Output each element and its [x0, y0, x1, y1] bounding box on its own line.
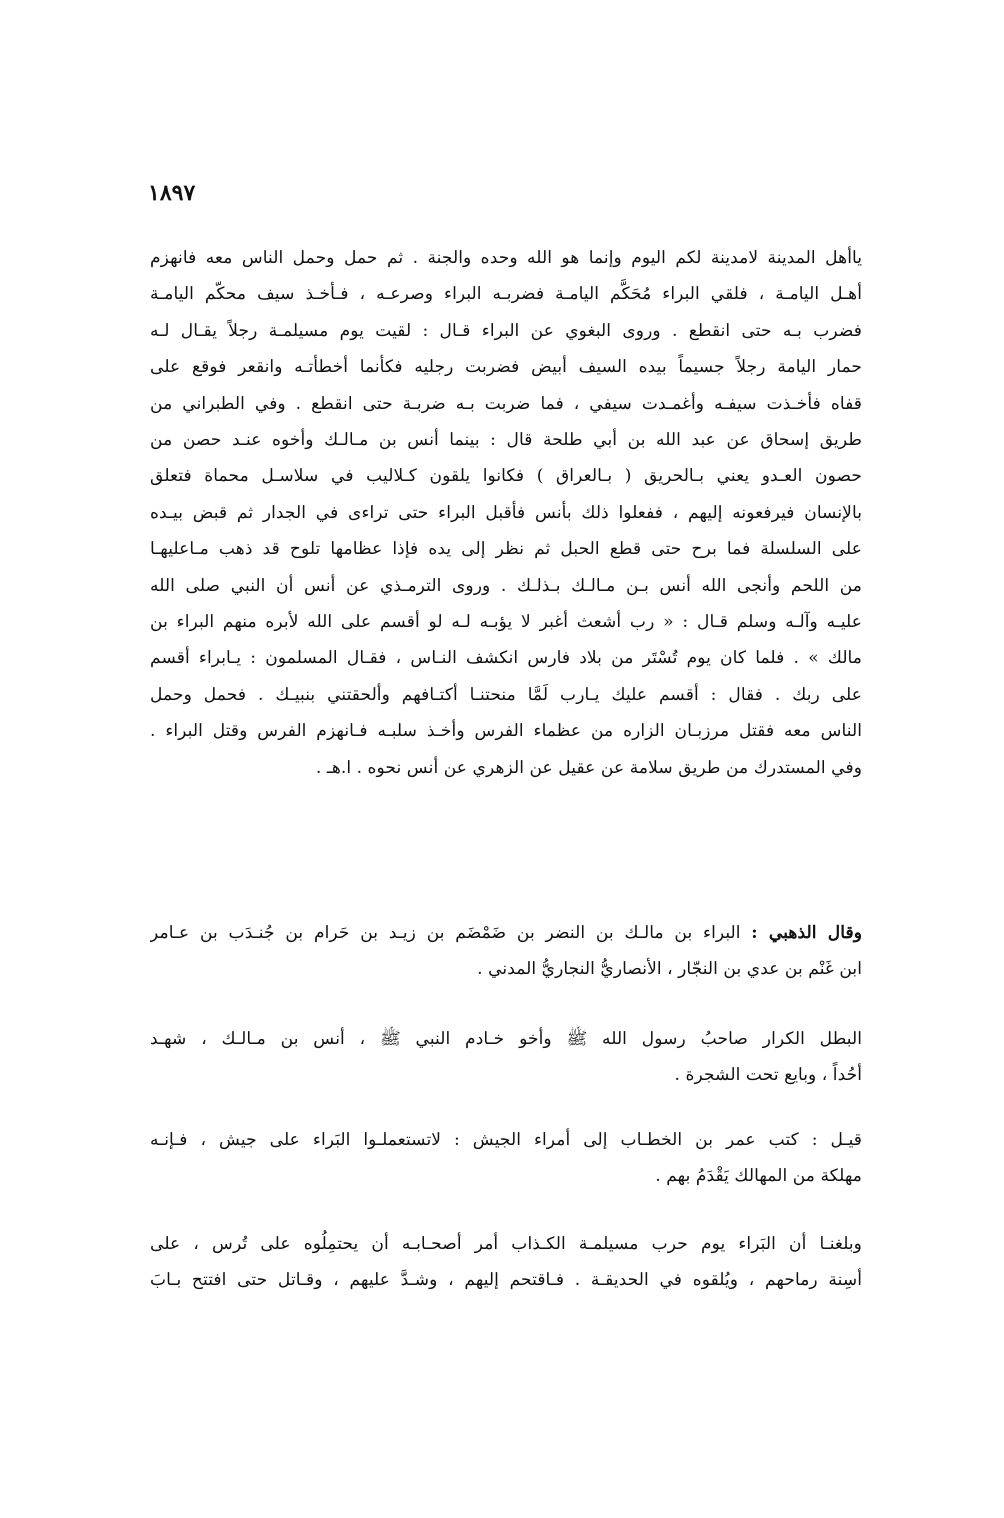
text-line: فضرب بـه حتى انقطع . وروى البغوي عن البراء قـال : لقيت يوم مسيلمـة رجلاً يقـال لـه [150, 320, 862, 341]
paragraph-4 [150, 1122, 862, 1195]
text-line: ياأهل المدينة لامدينة لكم اليوم وإنما هو الله وحده والجنة . ثم حمل وحمل الناس معه فانهزم [150, 248, 862, 268]
text-line: مالك » . فلما كان يوم تُسْتَر من بلاد فارس انكشف النـاس ، فقـال المسلمون : يـابراء أقسم [150, 648, 862, 669]
paragraph-2 [150, 915, 862, 988]
text-line: أسِنة رماحهم ، ويُلقوه في الحديقـة . فـاقتحم إليهم ، وشـدَّ عليهم ، وقـاتل حتى افتتح بـابَ [150, 1270, 862, 1291]
text-line: حصون العـدو يعني بـالحريق ( بـالعراق ) فكانوا يلقون كـلاليب في سلاسـل محماة فتعلق [150, 466, 862, 487]
text-line: الناس معه فقتل مرزبـان الزاره من عظماء الفرس وأخـذ سلبـه فـانهزم الفرس وقتل البراء . [150, 721, 862, 742]
text-line: وفي المستدرك من طريق سلامة عن عقيل عن الزهري عن أنس نحوه . ا.هـ . [315, 757, 862, 778]
text-line: ابن غَنْم بن عدي بن النجّار ، الأنصاريُّ النجاريُّ المدني . [477, 959, 862, 980]
paragraph-lead: وقال الذهبي : [751, 923, 862, 943]
text-line: أحُداً ، وبايع تحت الشجرة . [674, 1065, 862, 1086]
text-line: قفاه فأخـذت سيفـه وأغمـدت سيفي ، فما ضربت بـه ضربـة حتى انقطع . وفي الطبراني من [150, 393, 862, 414]
paragraph-3 [150, 1021, 862, 1094]
text-line: على السلسلة فما برح حتى قطع الحبل ثم نظر إلى يده فإذا عظامها تلوح قد ذهب مـاعليهـا [150, 539, 862, 560]
text-line: قيـل : كتب عمر بن الخطـاب إلى أمراء الجيش : لاتستعملـوا البَراء على جيش ، فـإنـه [150, 1130, 862, 1150]
text-line: طريق إسحاق عن عبد الله بن أبي طلحة قال : بينما أنس بن مـالـك وأخوه عنـد حصن من [150, 430, 862, 451]
text-line: مهلكة من المهالك يَقْدَمُ بهم . [655, 1166, 862, 1187]
text-line: البطل الكرار صاحبُ رسول الله ﷺ وأخو خـادم النبي ﷺ ، أنس بن مـالـك ، شهـد [150, 1029, 862, 1049]
paragraph-5 [150, 1226, 862, 1299]
paragraph-1 [150, 240, 862, 786]
text-line: بالإنسان فيرفعونه إليهم ، ففعلوا ذلك بأنس فأقبل البراء حتى تراءى في الجدار ثم قبض بيـده [150, 502, 862, 523]
text-line: حمار اليامة رجلاً جسيماً بيده السيف أبيض فضربت رجليه فكأنما أخطأتـه وانقعر فوقع على [150, 357, 862, 378]
page-number: ١٨٩٧ [148, 180, 196, 206]
text-line: على ربك . فقال : أقسم عليك يـارب لَمَّا منحتنـا أكتـافهم وألحقتني بنبيـك . فحمل وحمل [150, 684, 862, 705]
text-line: عليـه وآلـه وسلم قـال : « رب أشعث أغبر لا يؤبـه لـه لو أقسم على الله لأبره منهم البراء بن [150, 612, 862, 633]
text-line: وبلغنـا أن البَراء يوم حرب مسيلمـة الكـذاب أمر أصحـابـه أن يحتمِلُوه على تُرس ، على [150, 1234, 862, 1254]
text-line-with-lead [150, 915, 862, 951]
text-line: من اللحم وأنجى الله أنس بـن مـالـك بـذلـك . وروى الترمـذي عن أنس أن النبي صلى الله [150, 575, 862, 596]
text-line: أهـل اليامـة ، فلقي البراء مُحَكَّم اليامـة فضربـه البراء وصرعـه ، فـأخـذ سيف محكّم اليامـة [150, 284, 862, 305]
text-line-rest: البراء بن مالـك بن النضر بن ضَمْضَم بن زيـد بن حَرام بن جُنـدَب بن عـامر [150, 923, 752, 943]
